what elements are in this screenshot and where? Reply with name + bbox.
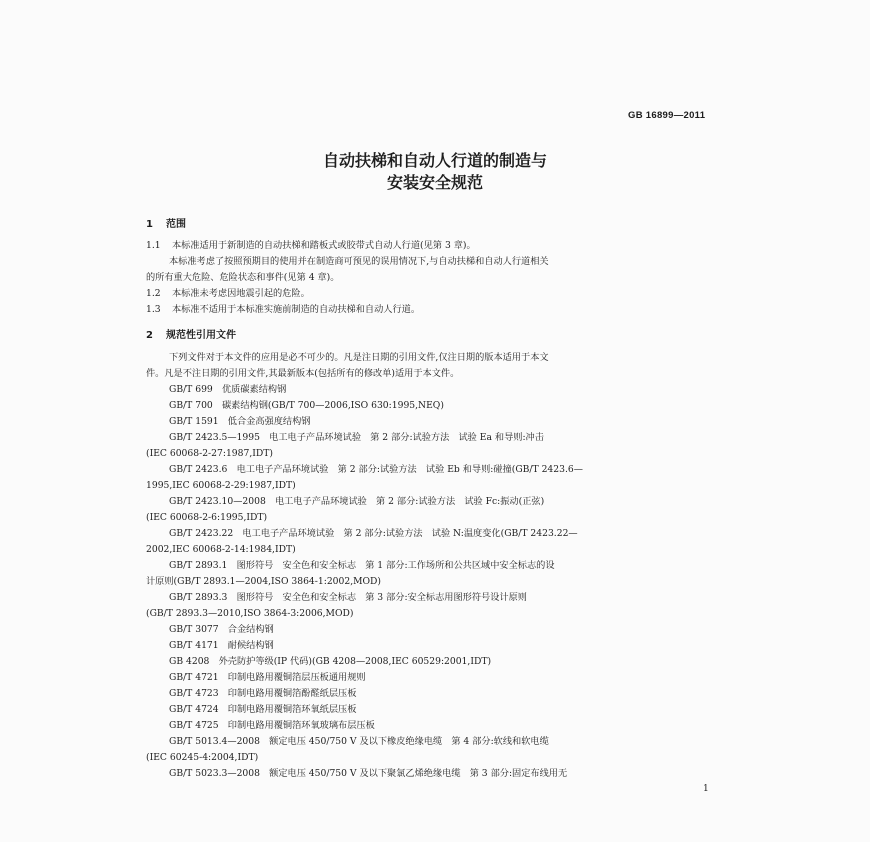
reference-entry: GB/T 2423.22 电工电子产品环境试验 第 2 部分:试验方法 试验 N:温度变化(GB/T 2423.22— [169, 528, 578, 539]
reference-entry: GB/T 1591 低合金高强度结构钢 [169, 416, 311, 427]
reference-entry: GB/T 4171 耐候结构钢 [169, 640, 274, 651]
reference-entry: GB/T 700 碳素结构钢(GB/T 700—2006,ISO 630:1995,NEQ) [169, 400, 444, 411]
section-title: 规范性引用文件 [166, 330, 236, 341]
reference-entry: GB/T 2893.3 图形符号 安全色和安全标志 第 3 部分:安全标志用图形符号设计原则 [169, 592, 527, 603]
section-number: 1 [146, 219, 153, 230]
clause-text: 本标准适用于新制造的自动扶梯和踏板式或胶带式自动人行道(见第 3 章)。 [172, 240, 476, 251]
page-number: 1 [703, 784, 709, 794]
reference-entry-cont: 2002,IEC 60068-2-14:1984,IDT) [146, 544, 296, 555]
reference-entry: GB/T 2423.5—1995 电工电子产品环境试验 第 2 部分:试验方法 试验 Ea 和导则:冲击 [169, 432, 544, 443]
reference-entry: GB/T 2893.1 图形符号 安全色和安全标志 第 1 部分:工作场所和公共区域中安全标志的设 [169, 560, 555, 571]
reference-entry: GB/T 4723 印制电路用覆铜箔酚醛纸层压板 [169, 688, 357, 699]
clause-1-1-note-cont: 的所有重大危险、危险状态和事件(见第 4 章)。 [146, 272, 340, 283]
reference-entry: GB/T 4721 印制电路用覆铜箔层压板通用规则 [169, 672, 366, 683]
section-title: 范围 [166, 219, 186, 230]
reference-entry: GB/T 699 优质碳素结构钢 [169, 384, 287, 395]
clause-1-1-note: 本标准考虑了按照预期目的使用并在制造商可预见的误用情况下,与自动扶梯和自动人行道相关 [169, 256, 549, 267]
reference-entry: GB/T 2423.10—2008 电工电子产品环境试验 第 2 部分:试验方法 试验 Fc:振动(正弦) [169, 496, 545, 507]
clause-number: 1.2 [146, 288, 161, 299]
reference-entry: GB/T 5023.3—2008 额定电压 450/750 V 及以下聚氯乙烯绝缘电缆 第 3 部分:固定布线用无 [169, 768, 568, 779]
reference-entry: GB/T 5013.4—2008 额定电压 450/750 V 及以下橡皮绝缘电缆 第 4 部分:软线和软电缆 [169, 736, 549, 747]
section-number: 2 [146, 330, 153, 341]
clause-1-1 [146, 238, 726, 254]
reference-entry: GB/T 2423.6 电工电子产品环境试验 第 2 部分:试验方法 试验 Eb 和导则:碰撞(GB/T 2423.6— [169, 464, 583, 475]
clause-text: 本标准不适用于本标准实施前制造的自动扶梯和自动人行道。 [172, 304, 421, 315]
clause-1-2 [146, 286, 726, 302]
reference-entry-cont: (IEC 60068-2-6:1995,IDT) [146, 512, 268, 523]
reference-entry-cont: 1995,IEC 60068-2-29:1987,IDT) [146, 480, 296, 491]
standard-code: GB 16899—2011 [628, 110, 706, 121]
clause-1-3 [146, 302, 726, 318]
clause-text: 本标准未考虑因地震引起的危险。 [172, 288, 310, 299]
intro-line-2: 件。凡是不注日期的引用文件,其最新版本(包括所有的修改单)适用于本文件。 [146, 368, 460, 379]
title-line-1: 自动扶梯和自动人行道的制造与 [322, 151, 547, 170]
intro-line-1: 下列文件对于本文件的应用是必不可少的。凡是注日期的引用文件,仅注日期的版本适用于本文 [169, 352, 549, 363]
reference-entry: GB/T 3077 合金结构钢 [169, 624, 274, 635]
reference-entry-cont: 计原则(GB/T 2893.1—2004,ISO 3864-1:2002,MOD) [146, 576, 382, 587]
reference-entry-cont: (IEC 60068-2-27:1987,IDT) [146, 448, 273, 459]
section-1-heading [146, 215, 186, 230]
document-title [0, 150, 870, 194]
reference-entry-cont: (GB/T 2893.3—2010,ISO 3864-3:2006,MOD) [146, 608, 354, 619]
title-line-2: 安装安全规范 [386, 173, 483, 192]
reference-entry: GB/T 4725 印制电路用覆铜箔环氧玻璃布层压板 [169, 720, 375, 731]
reference-entry-cont: (IEC 60245-4:2004,IDT) [146, 752, 259, 763]
section-2-heading [146, 326, 236, 341]
reference-entry: GB 4208 外壳防护等级(IP 代码)(GB 4208—2008,IEC 60529:2001,IDT) [169, 656, 492, 667]
reference-entry: GB/T 4724 印制电路用覆铜箔环氧纸层压板 [169, 704, 357, 715]
clause-number: 1.3 [146, 304, 161, 315]
clause-number: 1.1 [146, 240, 161, 251]
